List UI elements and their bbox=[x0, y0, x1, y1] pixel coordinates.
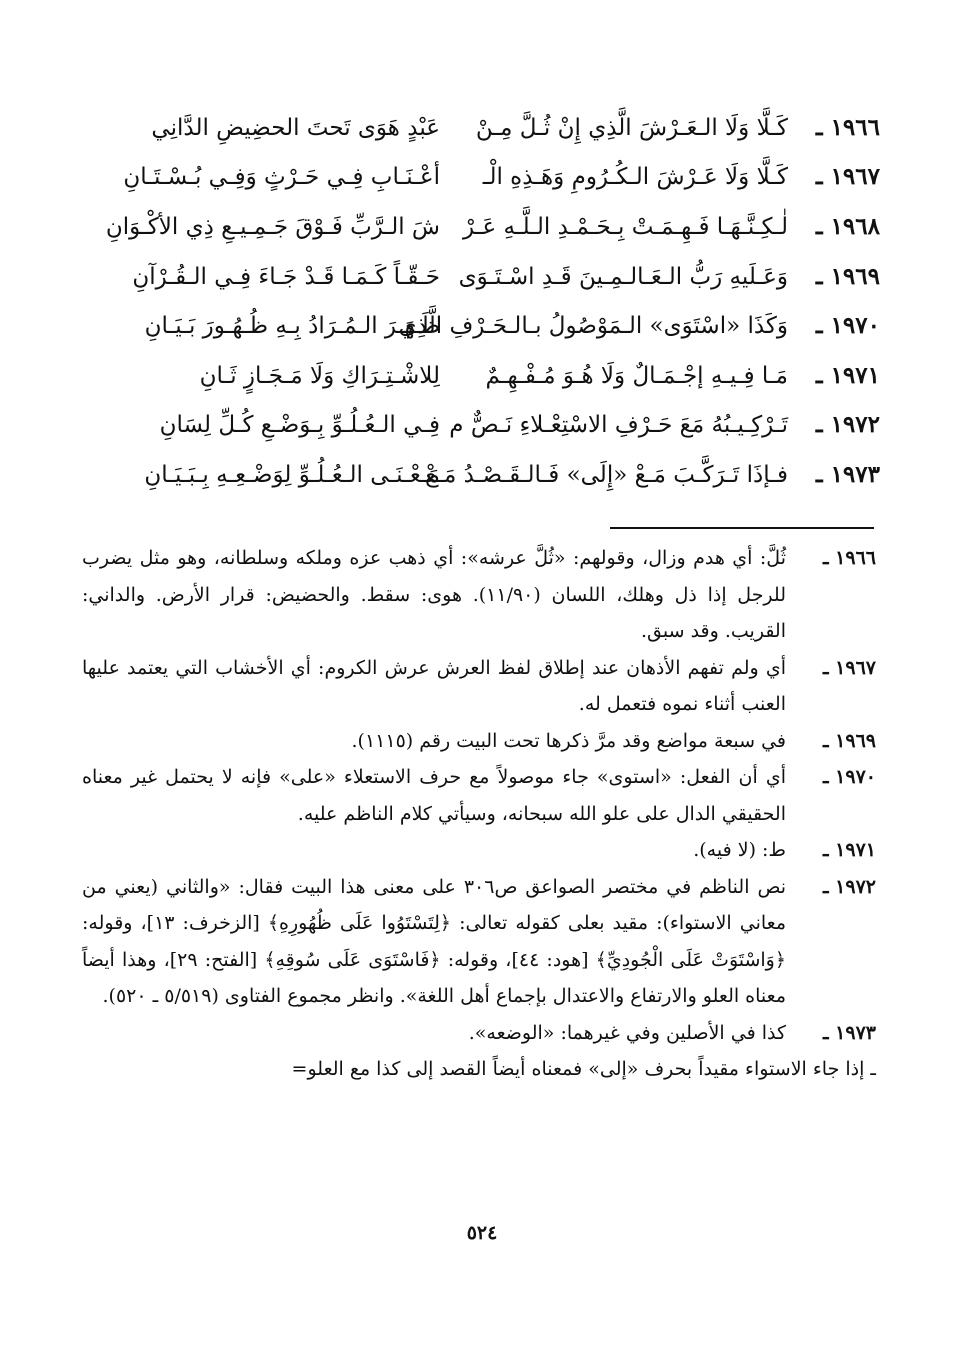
verse-line bbox=[80, 356, 880, 396]
verse-line bbox=[80, 108, 880, 148]
verse-number: ١٩٦٨ ـ bbox=[815, 213, 880, 240]
verse-number: ١٩٧١ ـ bbox=[815, 362, 880, 389]
footnote-number: ١٩٧١ ـ bbox=[822, 839, 876, 861]
footnote-continuation: ـ إذا جاء الاستواء مقيداً بحرف «إلى» فمعناه أيضاً القصد إلى كذا مع العلو= bbox=[291, 1058, 876, 1080]
footnote-text: كذا في الأصلين وفي غيرهما: «الوضعه». bbox=[468, 1021, 786, 1044]
verse-first-hemistich: تَـرْكِـيـبُهُ مَعَ حَـرْفِ الاسْتِعْـلاءِ نَـصٌّ م bbox=[449, 412, 788, 438]
verse-first-hemistich: كَـلَّا وَلَا عَـرْشَ الـكُـرُومِ وَهَـذِهِ الْـ bbox=[482, 164, 788, 190]
verse-line bbox=[80, 257, 880, 297]
verse-number: ١٩٦٦ ـ bbox=[815, 114, 880, 141]
verse-number: ١٩٦٩ ـ bbox=[815, 263, 880, 290]
verse-number: ١٩٧٢ ـ bbox=[815, 411, 880, 438]
verse-number: ١٩٦٧ ـ bbox=[815, 163, 880, 190]
footnote-number: ١٩٧٠ ـ bbox=[822, 766, 876, 788]
footnote-text: ثُلَّ: أي هدم وزال، وقولهم: «ثُلَّ عرشه»: أي ذهب عزه وملكه وسلطانه، وهو مثل يضرب للرجل إذا ذل وهلك، اللسان (١١/٩٠). هوى: سقط. والحضيض: قرار الأرض. والداني: القريب. وقد سبق. bbox=[82, 547, 786, 642]
footnote-text: في سبعة مواضع وقد مرَّ ذكرها تحت البيت رقم (١١١٥). bbox=[351, 729, 786, 752]
verse-first-hemistich: وَعَـلَيهِ رَبُّ الـعَـالـمِـينَ قَـدِ اسْـتَـوَى bbox=[458, 264, 788, 290]
verse-second-hemistich: فِـي الـعُـلُـوِّ بِـوَضْـعِ كُـلِّ لِسَانِ bbox=[159, 412, 440, 438]
footnote-number: ١٩٦٧ ـ bbox=[822, 656, 876, 679]
page-number: ٥٢٤ bbox=[466, 1222, 498, 1244]
footnote-text: نص الناظم في مختصر الصواعق ص٣٠٦ على معنى هذا البيت فقال: «والثاني (يعني من معاني الاستواء): مقيد بعلى كقوله تعالى: ﴿لِتَسْتَوُوا عَلَى ظُهُورِهِ﴾ [الزخرف: ١٣]، وقوله: ﴿وَاسْتَوَتْ عَلَى الْجُودِيِّ﴾ [هود: ٤٤]، وقوله: ﴿فَاسْتَوَى عَلَى سُوقِهِ﴾ [الفتح: ٢٩]، وهذا أيضاً معناه العلو والارتفاع والاعتدال بإجماع أهل اللغة». وانظر مجموع الفتاوى (٥/٥١٩ ـ ٥٢٠). bbox=[82, 875, 787, 1007]
verse-second-hemistich: أعْـنَـابِ فِـي حَـرْثٍ وَفِـي بُـسْـتَـانِ bbox=[123, 164, 440, 190]
verse-line bbox=[80, 157, 880, 197]
footnote bbox=[82, 1015, 876, 1052]
footnotes bbox=[82, 540, 876, 1088]
verse-line bbox=[80, 455, 880, 495]
verse-second-hemistich: لِلاشْـتِـرَاكِ وَلَا مَـجَـازٍ ثَـانِ bbox=[199, 363, 440, 389]
footnote-text: أي أن الفعل: «استوى» جاء موصولاً مع حرف الاستعلاء «على» فإنه لا يحتمل غير معناه الحقيقي الدال على علو الله سبحانه، وسيأتي كلام الناظم عليه. bbox=[82, 766, 786, 825]
verse-number: ١٩٧٠ ـ bbox=[815, 312, 880, 339]
footnote bbox=[82, 869, 876, 1015]
verse-second-hemistich: ظَـهَـرَ الـمُـرَادُ بِـهِ ظُـهُـورَ بَـيَـانِ bbox=[144, 313, 440, 339]
footnote-text: أي ولم تفهم الأذهان عند إطلاق لفظ العرش عرش الكروم: أي الأخشاب التي يعتمد عليها العنب أثناء نموه فتعمل له. bbox=[82, 656, 786, 715]
verse-first-hemistich: لٰـكِـنَّـهَـا فَـهِـمَـتْ بِـحَـمْـدِ الـلَّـهِ عَـرْ bbox=[463, 214, 788, 240]
footnote bbox=[82, 650, 876, 723]
footnote-number: ١٩٦٦ ـ bbox=[822, 547, 876, 569]
verse-second-hemistich: مَـعْـنَـى الـعُـلُـوِّ لِوَضْـعِـهِ بِـبَـيَـانِ bbox=[144, 462, 440, 488]
verse-second-hemistich: عَبْدٍ هَوَى تَحتَ الحضِيضِ الدَّانِي bbox=[151, 115, 440, 141]
footnote-number: ١٩٧٣ ـ bbox=[822, 1021, 876, 1044]
verse-line bbox=[80, 207, 880, 247]
verse-number: ١٩٧٣ ـ bbox=[815, 461, 880, 488]
footnote bbox=[82, 832, 876, 869]
footnote bbox=[82, 540, 876, 650]
verse-line bbox=[80, 306, 880, 346]
verse-first-hemistich: كَـلَّا وَلَا الـعَـرْشَ الَّذِي إِنْ ثُـلَّ مِـنْ bbox=[475, 115, 788, 141]
footnote bbox=[82, 723, 876, 760]
footnote-number: ١٩٦٩ ـ bbox=[822, 729, 876, 752]
footnote-number: ١٩٧٢ ـ bbox=[822, 875, 876, 898]
verse-second-hemistich: شَ الـرَّبِّ فَـوْقَ جَـمِـيـعِ ذِي الأكْـوَانِ bbox=[105, 214, 440, 240]
verse-line bbox=[80, 405, 880, 445]
footnote bbox=[82, 759, 876, 832]
verse-first-hemistich: وَكَذَا «اسْتَوَى» الـمَوْصُولُ بـالـحَـرْفِ الَّذِي bbox=[398, 313, 788, 339]
verse-first-hemistich: مَـا فِـيـهِ إجْـمَـالٌ وَلَا هُـوَ مُـفْـهِـمٌ bbox=[485, 363, 788, 389]
footnote-separator bbox=[610, 527, 874, 529]
verse-first-hemistich: فـإذَا تَـرَكَّـبَ مَـعْ «إِلَى» فَـالـقَـصْـدُ مَـعْ bbox=[425, 462, 788, 488]
footnote-text: ط: (لا فيه). bbox=[693, 839, 786, 861]
verse-second-hemistich: حَـقّـاً كَـمَـا قَـدْ جَـاءَ فِـي الـقُـرْآنِ bbox=[132, 264, 440, 290]
